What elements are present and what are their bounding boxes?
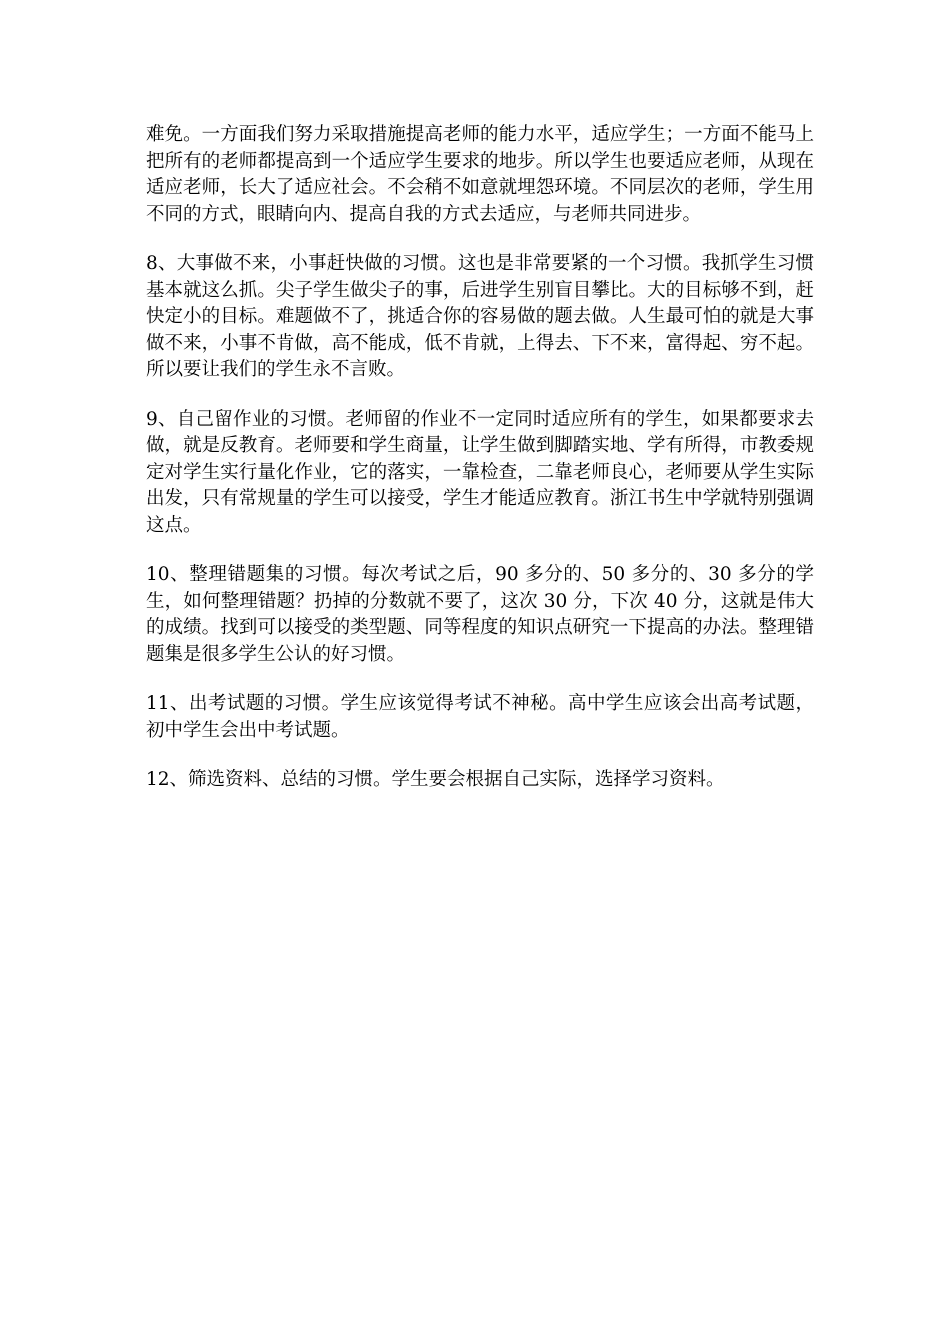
paragraph-habit-10: 10、整理错题集的习惯。每次考试之后，90 多分的、50 多分的、30 多分的学生，如何整理错题？扔掉的分数就不要了，这次 30 分，下次 40 分，这就是伟大的成绩。找到可以接受的类型题、同等程度的知识点研究一下提高的办法。整理错题集是很多学生公认的好习惯。: [146, 564, 814, 665]
paragraph-habit-12: 12、筛选资料、总结的习惯。学生要会根据自己实际，选择学习资料。: [146, 769, 725, 790]
paragraph-continuation: 难免。一方面我们努力采取措施提高老师的能力水平，适应学生；一方面不能马上把所有的老师都提高到一个适应学生要求的地步。所以学生也要适应老师，从现在适应老师，长大了适应社会。不会稍不如意就埋怨环境。不同层次的老师，学生用不同的方式，眼睛向内、提高自我的方式去适应，与老师共同进步。: [146, 124, 814, 225]
document-page: [146, 122, 814, 817]
paragraph-habit-9: 9、自己留作业的习惯。老师留的作业不一定同时适应所有的学生，如果都要求去做，就是反教育。老师要和学生商量，让学生做到脚踏实地、学有所得，市教委规定对学生实行量化作业，它的落实，一靠检查，二靠老师良心，老师要从学生实际出发，只有常规量的学生可以接受，学生才能适应教育。浙江书生中学就特别强调这点。: [146, 408, 814, 536]
paragraph-habit-11: 11、出考试题的习惯。学生应该觉得考试不神秘。高中学生应该会出高考试题，初中学生会出中考试题。: [146, 693, 814, 741]
paragraph-habit-8: 8、大事做不来，小事赶快做的习惯。这也是非常要紧的一个习惯。我抓学生习惯基本就这么抓。尖子学生做尖子的事，后进学生别盲目攀比。大的目标够不到，赶快定小的目标。难题做不了，挑适合你的容易做的题去做。人生最可怕的就是大事做不来，小事不肯做，高不能成，低不肯就，上得去、下不来，富得起、穷不起。所以要让我们的学生永不言败。: [146, 253, 814, 380]
